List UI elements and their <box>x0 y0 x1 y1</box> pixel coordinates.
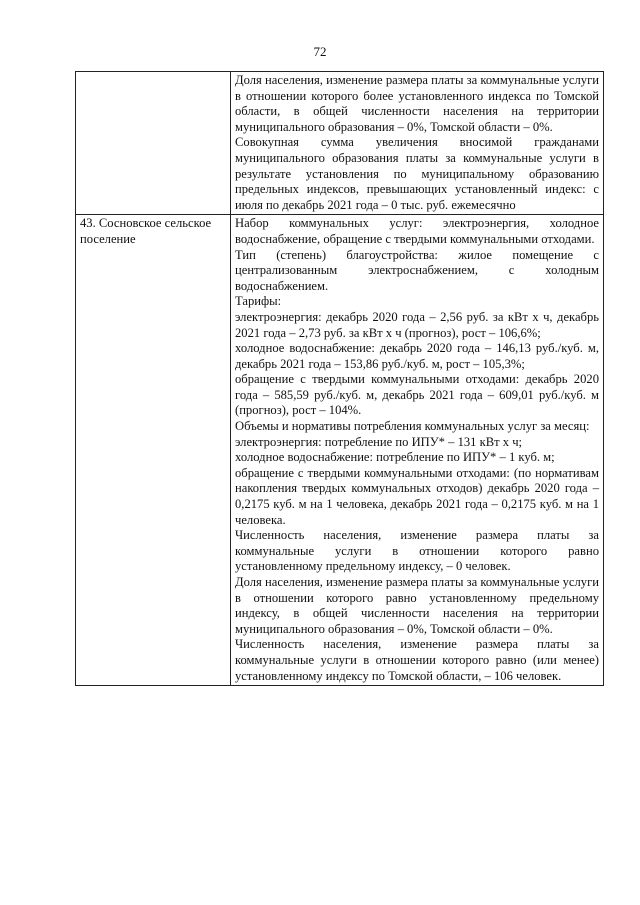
table-row <box>76 215 604 686</box>
paragraph: Набор коммунальных услуг: электроэнергия, холодное водоснабжение, обращение с твердыми коммунальными отходами. <box>235 216 599 246</box>
page-number: 72 <box>313 44 327 59</box>
paragraph: Тип (степень) благоустройства: жилое помещение с централизованным электроснабжением, с холодным водоснабжением. <box>235 247 599 293</box>
description-cell <box>231 215 604 686</box>
paragraph: Объемы и нормативы потребления коммунальных услуг за месяц: <box>235 419 590 434</box>
paragraph: Совокупная сумма увеличения вносимой гражданами муниципального образования платы за коммунальные услуги в результате установления по муниципальному образованию предельных индексов, превышающих установленный индекс: с июля по декабрь 2021 года – 0 тыс. руб. ежемесячно <box>235 135 599 212</box>
paragraph: холодное водоснабжение: потребление по ИПУ* – 1 куб. м; <box>235 450 555 465</box>
paragraph: Тарифы: <box>235 294 282 309</box>
paragraph: Доля населения, изменение размера платы за коммунальные услуги в отношении которого равно установленному предельному индексу, в общей численности населения на территории муниципального образования – 0%, Томской области – 0%. <box>235 575 599 636</box>
table-row <box>76 72 604 215</box>
paragraph: обращение с твердыми коммунальными отходами: (по нормативам накопления твердых коммунальных отходов) декабрь 2020 года – 0,2175 куб. м на 1 человека, декабрь 2021 года – 0,2175 куб. м на 1 человека. <box>235 465 599 527</box>
paragraph: Численность населения, изменение размера платы за коммунальные услуги в отношении которого равно установленному предельному индексу, – 0 человек. <box>235 528 599 574</box>
municipality-cell <box>76 72 231 215</box>
paragraph: холодное водоснабжение: декабрь 2020 года – 146,13 руб./куб. м, декабрь 2021 года – 153,86 руб./куб. м, рост – 105,3%; <box>235 341 599 371</box>
municipality-cell: 43. Сосновское сельское поселение <box>76 215 231 686</box>
paragraph: электроэнергия: потребление по ИПУ* – 131 кВт х ч; <box>235 434 523 449</box>
paragraph: Численность населения, изменение размера платы за коммунальные услуги в отношении которого равно (или менее) установленному индексу по Томской области, – 106 человек. <box>235 637 599 683</box>
paragraph: обращение с твердыми коммунальными отходами: декабрь 2020 года – 585,59 руб./куб. м, декабрь 2021 года – 609,01 руб./куб. м (прогноз), рост – 104%. <box>235 372 599 418</box>
paragraph: Доля населения, изменение размера платы за коммунальные услуги в отношении которого более установленного индекса по Томской области, в общей численности населения на территории муниципального образования – 0%, Томской области – 0%. <box>235 73 599 134</box>
description-cell <box>231 72 604 215</box>
document-table <box>75 71 604 686</box>
paragraph: электроэнергия: декабрь 2020 года – 2,56 руб. за кВт х ч, декабрь 2021 года – 2,73 руб. за кВт х ч (прогноз), рост – 106,6%; <box>235 309 599 340</box>
